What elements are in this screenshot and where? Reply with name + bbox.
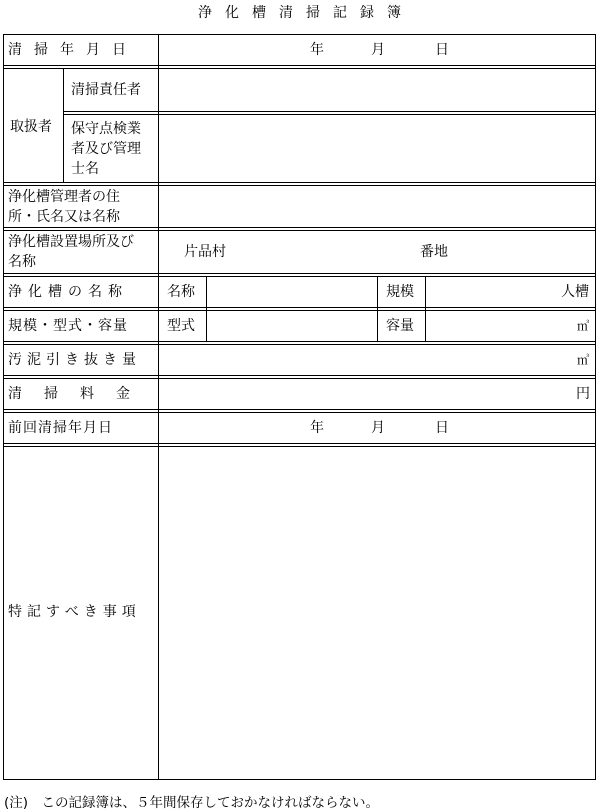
prev-date-label: 前回清掃年月日 — [8, 420, 113, 436]
handler-column-divider — [63, 68, 64, 183]
tank-type-label: 型式 — [167, 318, 195, 334]
location-label-line: 名称 — [8, 254, 36, 270]
prev-date-field[interactable] — [160, 414, 594, 442]
row-divider — [3, 409, 596, 410]
row-divider — [3, 378, 596, 379]
name-value-divider — [206, 276, 207, 342]
responsible-person-label: 清掃責任者 — [71, 82, 141, 98]
table-border-top — [3, 34, 596, 35]
handler-label: 取扱者 — [10, 119, 52, 135]
notes-label: 特記すべき事項 — [8, 604, 141, 620]
prev-date-day: 日 — [435, 420, 449, 436]
table-border-right — [595, 34, 596, 780]
responsible-person-field[interactable] — [160, 70, 594, 110]
sludge-label: 汚泥引き抜き量 — [8, 352, 141, 368]
row-divider — [3, 65, 596, 66]
tank-capacity-unit: ㎥ — [577, 319, 590, 333]
row-divider — [3, 185, 596, 186]
scale-label-divider — [377, 276, 378, 342]
manager-label — [8, 187, 120, 227]
row-divider — [3, 310, 596, 311]
sludge-field[interactable] — [160, 346, 570, 374]
row-divider — [3, 230, 596, 231]
cleaning-date-day: 日 — [435, 42, 449, 58]
row-divider — [3, 273, 596, 274]
scale-row-label: 規模・型式・容量 — [8, 318, 128, 334]
tank-type-field[interactable] — [208, 312, 376, 340]
row-divider — [3, 344, 596, 345]
location-label — [8, 232, 134, 272]
table-border-left — [3, 34, 4, 780]
tank-name-field[interactable] — [208, 278, 376, 306]
row-divider — [3, 443, 596, 444]
row-divider — [3, 182, 596, 183]
row-divider — [3, 375, 596, 376]
row-divider — [63, 114, 596, 115]
row-divider — [3, 227, 596, 228]
fee-label: 清掃料金 — [8, 386, 152, 402]
scale-value-divider — [425, 276, 426, 342]
row-divider — [63, 111, 596, 112]
location-village: 片品村 — [184, 244, 226, 260]
manager-label-line: 所・氏名又は名称 — [8, 209, 120, 225]
inspector-label-line: 保守点検業 — [71, 121, 141, 137]
tank-capacity-label: 容量 — [386, 318, 414, 334]
inspector-field[interactable] — [160, 116, 594, 181]
row-divider — [3, 412, 596, 413]
manager-label-line: 浄化槽管理者の住 — [8, 189, 120, 205]
prev-date-year: 年 — [310, 420, 324, 436]
table-border-bottom — [3, 779, 596, 780]
sludge-unit: ㎥ — [577, 353, 590, 367]
row-divider — [3, 68, 596, 69]
prev-date-month: 月 — [371, 420, 385, 436]
row-divider — [3, 446, 596, 447]
notes-field[interactable] — [160, 448, 594, 778]
row-divider — [3, 307, 596, 308]
tank-name-label: 名称 — [167, 284, 195, 300]
location-label-line: 浄化槽設置場所及び — [8, 234, 134, 250]
cleaning-date-field[interactable] — [160, 36, 594, 64]
tank-name-row-label: 浄化槽の名称 — [8, 284, 128, 300]
label-column-divider — [158, 34, 159, 780]
inspector-label-line: 士名 — [71, 161, 99, 177]
cleaning-date-label: 清掃年月日 — [8, 42, 138, 58]
inspector-label-line: 者及び管理 — [71, 141, 141, 157]
tank-scale-unit: 人槽 — [561, 284, 589, 300]
retention-footnote: (注) この記録簿は、５年間保存しておかなければならない。 — [4, 795, 380, 811]
location-lot-suffix: 番地 — [420, 244, 448, 260]
tank-scale-label: 規模 — [386, 284, 414, 300]
row-divider — [3, 276, 596, 277]
inspector-label — [71, 119, 141, 179]
cleaning-date-year: 年 — [310, 42, 324, 58]
document-title: 浄化槽清掃記録簿 — [198, 5, 414, 21]
fee-unit: 円 — [576, 386, 590, 402]
manager-field[interactable] — [160, 187, 594, 226]
fee-field[interactable] — [160, 380, 570, 408]
row-divider — [3, 341, 596, 342]
cleaning-date-month: 月 — [371, 42, 385, 58]
